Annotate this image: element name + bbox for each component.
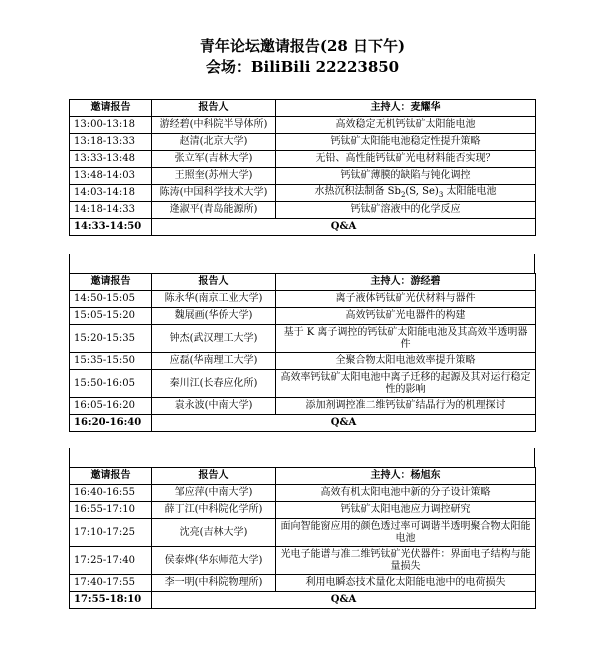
- qa-label: Q&A: [152, 415, 536, 432]
- row-speaker: 李一明(中科院物理所): [152, 575, 276, 592]
- qa-time: 17:55-18:10: [70, 592, 152, 609]
- qa-time: 14:33-14:50: [70, 219, 152, 236]
- row-speaker: 钟杰(武汉理工大学): [152, 325, 276, 353]
- topic-text: (S, Se): [405, 185, 439, 197]
- row-speaker: 邹应萍(中南大学): [152, 485, 276, 502]
- row-time: 15:20-15:35: [70, 325, 152, 353]
- qa-label: Q&A: [152, 592, 536, 609]
- row-topic: 高效钙钛矿光电器件的构建: [276, 308, 536, 325]
- row-topic: 钙钛矿薄膜的缺陷与钝化调控: [276, 168, 536, 185]
- header-speaker: 报告人: [152, 274, 276, 291]
- row-topic: 光电子能谱与准二维钙钛矿光伏器件：界面电子结构与能量损失: [276, 547, 536, 575]
- row-speaker: 秦川江(长春应化所): [152, 370, 276, 398]
- qa-row: [70, 415, 536, 432]
- section-gap: [69, 448, 535, 468]
- row-topic: 添加剂调控准二维钙钛矿结晶行为的机理探讨: [276, 398, 536, 415]
- table-row: [70, 134, 536, 151]
- header-speaker: 报告人: [152, 100, 276, 117]
- row-topic: 离子液体钙钛矿光伏材料与器件: [276, 291, 536, 308]
- row-topic: 高效率钙钛矿太阳电池中离子迁移的起源及其对运行稳定性的影响: [276, 370, 536, 398]
- table-row: [70, 485, 536, 502]
- table-row: [70, 370, 536, 398]
- header-host: 主持人：麦耀华: [276, 100, 536, 117]
- row-time: 16:55-17:10: [70, 502, 152, 519]
- row-speaker: 张立军(吉林大学): [152, 151, 276, 168]
- row-speaker: 王照奎(苏州大学): [152, 168, 276, 185]
- row-speaker: 逄淑平(青岛能源所): [152, 202, 276, 219]
- row-time: 13:33-13:48: [70, 151, 152, 168]
- row-time: 14:03-14:18: [70, 185, 152, 202]
- row-time: 15:50-16:05: [70, 370, 152, 398]
- row-time: 14:18-14:33: [70, 202, 152, 219]
- row-speaker: 陈涛(中国科学技术大学): [152, 185, 276, 202]
- row-topic: 钙钛矿太阳能电池稳定性提升策略: [276, 134, 536, 151]
- row-topic: 利用电瞬态技术量化太阳能电池中的电荷损失: [276, 575, 536, 592]
- table-row: [70, 168, 536, 185]
- row-topic: 基于 K 离子调控的钙钛矿太阳能电池及其高效半透明器件: [276, 325, 536, 353]
- header-time: 邀请报告: [70, 100, 152, 117]
- table-row: [70, 398, 536, 415]
- table-row: [70, 202, 536, 219]
- row-time: 17:10-17:25: [70, 519, 152, 547]
- row-time: 14:50-15:05: [70, 291, 152, 308]
- header-host: 主持人：游经碧: [276, 274, 536, 291]
- table-header-row: [70, 274, 536, 291]
- row-time: 16:40-16:55: [70, 485, 152, 502]
- row-speaker: 赵清(北京大学): [152, 134, 276, 151]
- row-time: 13:18-13:33: [70, 134, 152, 151]
- subscript: 3: [438, 190, 444, 199]
- row-speaker: 沈亮(吉林大学): [152, 519, 276, 547]
- row-speaker: 游经碧(中科院半导体所): [152, 117, 276, 134]
- table-row: [70, 325, 536, 353]
- table-row: [70, 308, 536, 325]
- row-speaker: 应磊(华南理工大学): [152, 353, 276, 370]
- row-time: 17:25-17:40: [70, 547, 152, 575]
- table-header-row: [70, 100, 536, 117]
- row-time: 13:48-14:03: [70, 168, 152, 185]
- table-row: [70, 575, 536, 592]
- row-speaker: 陈永华(南京工业大学): [152, 291, 276, 308]
- table-row: [70, 117, 536, 134]
- row-time: 15:35-15:50: [70, 353, 152, 370]
- row-topic: 钙钛矿太阳电池应力调控研究: [276, 502, 536, 519]
- subscript: 2: [400, 190, 406, 199]
- row-topic: 无铅、高性能钙钛矿光电材料能否实现？: [276, 151, 536, 168]
- row-time: 13:00-13:18: [70, 117, 152, 134]
- table-row: [70, 502, 536, 519]
- row-topic: 高效稳定无机钙钛矿太阳能电池: [276, 117, 536, 134]
- row-topic: 高效有机太阳电池中新的分子设计策略: [276, 485, 536, 502]
- venue-line: 会场：BiliBili 22223850: [205, 58, 400, 76]
- table-row: [70, 547, 536, 575]
- header-speaker: 报告人: [152, 468, 276, 485]
- row-time: 16:05-16:20: [70, 398, 152, 415]
- table-row: [70, 185, 536, 202]
- table-row: [70, 353, 536, 370]
- session-table-1: [69, 99, 536, 236]
- topic-text: 水热沉积法制备 Sb: [314, 185, 401, 197]
- table-header-row: [70, 468, 536, 485]
- row-topic: 钙钛矿溶液中的化学反应: [276, 202, 536, 219]
- session-table-2: [69, 273, 536, 432]
- section-gap: [69, 254, 535, 274]
- qa-row: [70, 219, 536, 236]
- row-topic: 全聚合物太阳电池效率提升策略: [276, 353, 536, 370]
- table-row: [70, 151, 536, 168]
- row-speaker: 薛丁江(中科院化学所): [152, 502, 276, 519]
- page-title: 青年论坛邀请报告(28 日下午): [199, 37, 406, 55]
- qa-time: 16:20-16:40: [70, 415, 152, 432]
- table-row: [70, 291, 536, 308]
- row-speaker: 袁永波(中南大学): [152, 398, 276, 415]
- row-time: 17:40-17:55: [70, 575, 152, 592]
- qa-row: [70, 592, 536, 609]
- row-time: 15:05-15:20: [70, 308, 152, 325]
- header-host: 主持人：杨旭东: [276, 468, 536, 485]
- topic-text: 太阳能电池: [443, 185, 497, 197]
- table-row: [70, 519, 536, 547]
- row-speaker: 魏展画(华侨大学): [152, 308, 276, 325]
- header-time: 邀请报告: [70, 274, 152, 291]
- row-topic: 面向智能窗应用的颜色透过率可调谐半透明聚合物太阳能电池: [276, 519, 536, 547]
- row-speaker: 侯泰烨(华东师范大学): [152, 547, 276, 575]
- session-table-3: [69, 467, 536, 609]
- row-topic: [276, 185, 536, 202]
- header-time: 邀请报告: [70, 468, 152, 485]
- qa-label: Q&A: [152, 219, 536, 236]
